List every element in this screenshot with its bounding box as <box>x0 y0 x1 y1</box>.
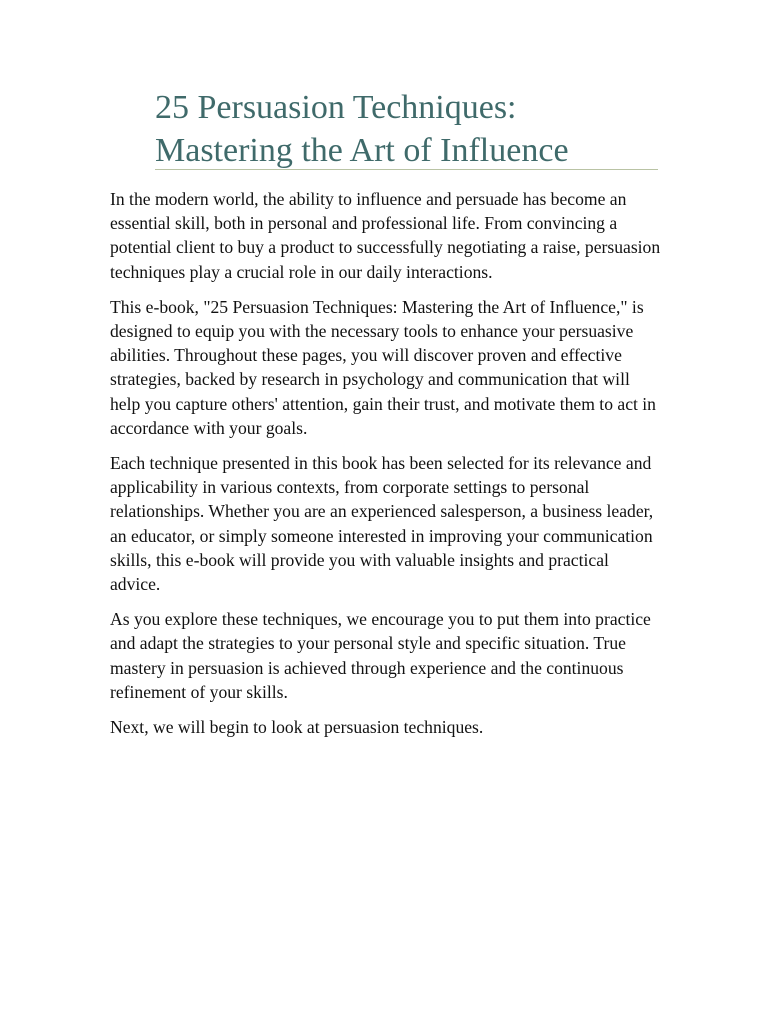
title-line-1: 25 Persuasion Techniques: <box>155 89 517 126</box>
body-text <box>110 187 662 750</box>
title-line-2: Mastering the Art of Influence <box>155 132 569 169</box>
paragraph-technique-selection: Each technique presented in this book has been selected for its relevance and applicability in various contexts, from corporate settings to personal relationships. Whether you are an experienced salesperson, a business leader, an educator, or simply someone interested in improving your communication skills, this e-book will provide you with valuable insights and practical advice. <box>110 453 654 595</box>
title-divider <box>155 169 658 170</box>
paragraph-intro: In the modern world, the ability to influence and persuade has become an essential skill, both in personal and professional life. From convincing a potential client to buy a product to successfully negotiating a raise, persuasion techniques play a crucial role in our daily interactions. <box>110 189 661 282</box>
paragraph-practice: As you explore these techniques, we encourage you to put them into practice and adapt the strategies to your personal style and specific situation. True mastery in persuasion is achieved through experience and the continuous refinement of your skills. <box>110 609 651 702</box>
paragraph-next: Next, we will begin to look at persuasion techniques. <box>110 717 484 738</box>
paragraph-ebook-purpose: This e-book, "25 Persuasion Techniques: Mastering the Art of Influence," is designed to equip you with the necessary tools to enhance your persuasive abilities. Throughout these pages, you will discover proven and effective strategies, backed by research in psychology and communication that will help you capture others' attention, gain their trust, and motivate them to act in accordance with your goals. <box>110 296 656 438</box>
page-title <box>155 86 659 172</box>
